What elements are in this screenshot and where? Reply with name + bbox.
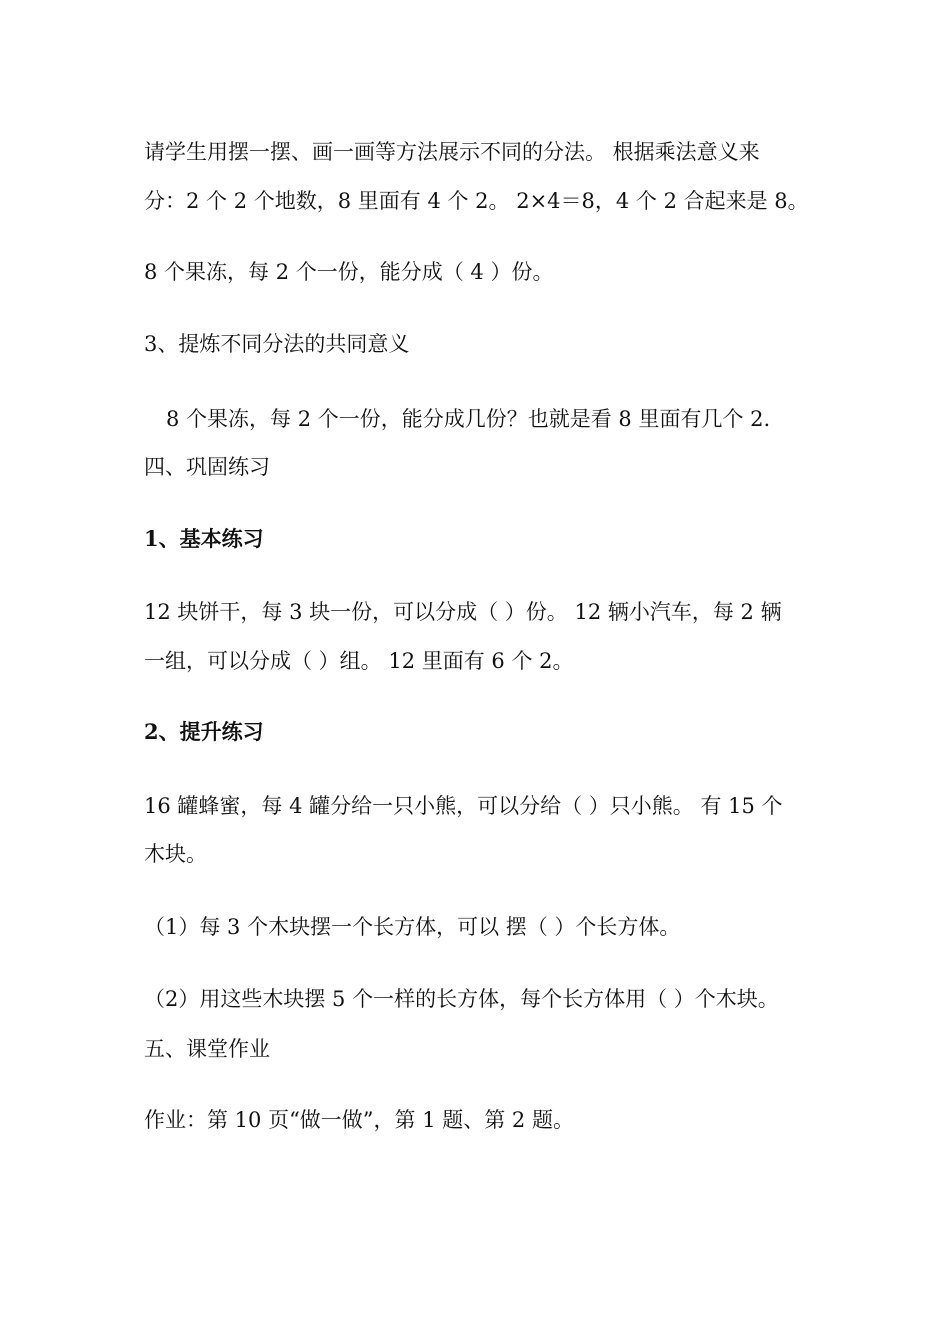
paragraph-line-2: 分：2 个 2 个地数，8 里面有 4 个 2。 2×4＝8，4 个 2 合起来是 8。 [144, 189, 809, 213]
section-heading-3: 3、提炼不同分法的共同意义 [144, 332, 410, 356]
exercise-line-1: 12 块饼干，每 3 块一份，可以分成（ ）份。 12 辆小汽车，每 2 辆 [144, 600, 782, 624]
section-heading-5: 五、课堂作业 [144, 1037, 270, 1061]
exercise-line-2: 一组，可以分成（ ）组。 12 里面有 6 个 2。 [144, 649, 574, 673]
homework-line: 作业：第 10 页“做一做”，第 1 题、第 2 题。 [144, 1108, 574, 1132]
subheading-advanced-practice: 2、提升练习 [144, 719, 264, 744]
subheading-basic-practice: 1、基本练习 [144, 526, 264, 551]
paragraph-line-1: 请学生用摆一摆、画一画等方法展示不同的分法。 根据乘法意义来 [144, 140, 760, 164]
exercise-line-4: 木块。 [144, 842, 207, 866]
exercise-subitem-1: （1）每 3 个木块摆一个长方体，可以 摆（ ）个长方体。 [144, 915, 681, 939]
section-heading-4: 四、巩固练习 [144, 455, 270, 479]
example-line: 8 个果冻，每 2 个一份，能分成（ 4 ）份。 [144, 260, 554, 284]
summary-line: 8 个果冻，每 2 个一份，能分成几份？也就是看 8 里面有几个 2. [166, 407, 771, 431]
exercise-line-3: 16 罐蜂蜜，每 4 罐分给一只小熊，可以分给（ ）只小熊。 有 15 个 [144, 794, 783, 818]
exercise-subitem-2: （2）用这些木块摆 5 个一样的长方体，每个长方体用（ ）个木块。 [144, 987, 779, 1011]
